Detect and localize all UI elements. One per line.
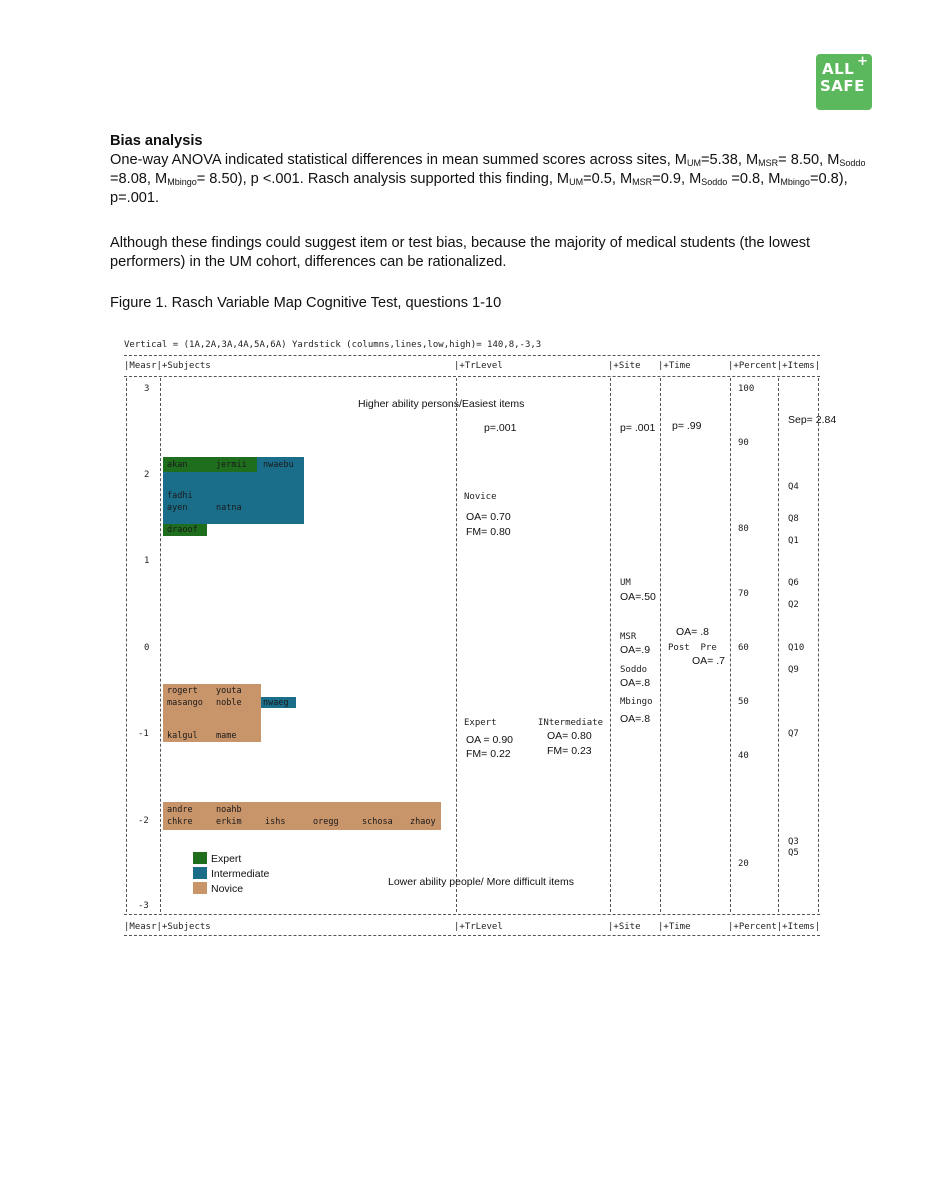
col-rule-site bbox=[610, 378, 611, 912]
site-msr: MSR bbox=[620, 632, 637, 642]
subject-schosa: schosa bbox=[362, 817, 393, 827]
item-q1: Q1 bbox=[788, 536, 799, 546]
percent-50: 50 bbox=[738, 697, 749, 707]
site-msr-oa: OA=.9 bbox=[620, 644, 651, 656]
trlevel-expert-oa: OA = 0.90 bbox=[466, 734, 513, 746]
separation: Sep= 2.84 bbox=[788, 414, 837, 426]
site-mbingo-oa: OA=.8 bbox=[620, 713, 651, 725]
time-post-oa: OA= .8 bbox=[676, 626, 709, 638]
subject-noahb: noahb bbox=[216, 805, 242, 815]
percent-100: 100 bbox=[738, 384, 755, 394]
trlevel-intermediate-oa: OA= 0.80 bbox=[547, 730, 592, 742]
subject-mame: mame bbox=[216, 731, 237, 741]
footer-trlevel: |+TrLevel bbox=[454, 922, 503, 932]
paragraph-bias: Although these findings could suggest item or test bias, because the majority of medical students (the lowest performers) in the UM cohort, differences can be rationalized. bbox=[110, 235, 811, 270]
legend-swatch-intermediate bbox=[193, 867, 207, 879]
header-trlevel: |+TrLevel bbox=[454, 361, 503, 371]
col-rule-time bbox=[660, 378, 661, 912]
annotation-higher: Higher ability persons/Easiest items bbox=[358, 398, 525, 410]
trlevel-novice-oa: OA= 0.70 bbox=[466, 511, 511, 523]
footer-site: |+Site bbox=[608, 922, 641, 932]
percent-70: 70 bbox=[738, 589, 749, 599]
item-q4: Q4 bbox=[788, 482, 799, 492]
percent-90: 90 bbox=[738, 438, 749, 448]
subject-ayen: ayen bbox=[167, 503, 188, 513]
measure-m2: -2 bbox=[138, 816, 149, 826]
site-mbingo: Mbingo bbox=[620, 697, 653, 707]
subject-youta: youta bbox=[216, 686, 242, 696]
footer-percent-items: |+Percent|+Items| bbox=[728, 922, 821, 932]
col-rule-right bbox=[818, 378, 819, 912]
item-q7: Q7 bbox=[788, 729, 799, 739]
subject-draoof: draoof bbox=[167, 525, 198, 535]
subject-kalgul: kalgul bbox=[167, 731, 198, 741]
subject-oregg: oregg bbox=[313, 817, 339, 827]
site-um-oa: OA=.50 bbox=[620, 591, 656, 603]
item-q6: Q6 bbox=[788, 578, 799, 588]
paragraph-anova: One-way ANOVA indicated statistical differences in mean summed scores across sites, $M_{UM}=5.38$, $M_{MSR}= 8.50$, $M_{Soddo} =8.08$, $M_{Mbingo}= 8.50$), p <.001. Rasch analysis supported this finding, $M_{UM}=0.5$, $M_{MSR}=0.9$, $M_{Soddo} =0.8$, $M_{Mbingo}=0.8$), p=.001. bbox=[110, 152, 866, 206]
subject-erkim: erkim bbox=[216, 817, 242, 827]
item-q5: Q5 bbox=[788, 848, 799, 858]
col-rule-measr bbox=[160, 378, 161, 912]
rule-top bbox=[124, 355, 820, 356]
annotation-lower: Lower ability people/ More difficult items bbox=[388, 876, 574, 888]
legend-intermediate: Intermediate bbox=[211, 868, 270, 880]
subject-chkre: chkre bbox=[167, 817, 193, 827]
subject-ishs: ishs bbox=[265, 817, 286, 827]
section-heading: Bias analysis bbox=[110, 133, 203, 149]
subject-zhaoy: zhaoy bbox=[410, 817, 436, 827]
legend-novice: Novice bbox=[211, 883, 244, 895]
allsafe-logo bbox=[816, 54, 872, 110]
subject-nwaebu: nwaebu bbox=[263, 460, 294, 470]
time-post-pre: Post Pre bbox=[668, 643, 717, 653]
logo-line1: ALL bbox=[822, 60, 855, 78]
block-novice-low bbox=[163, 802, 441, 830]
item-q8: Q8 bbox=[788, 514, 799, 524]
figure-caption: Figure 1. Rasch Variable Map Cognitive Test, questions 1-10 bbox=[110, 295, 502, 311]
legend-swatch-novice bbox=[193, 882, 207, 894]
legend-expert: Expert bbox=[211, 853, 242, 865]
percent-60: 60 bbox=[738, 643, 749, 653]
p-site: p= .001 bbox=[620, 422, 656, 434]
subject-natna: natna bbox=[216, 503, 242, 513]
vertical-spec: Vertical = (1A,2A,3A,4A,5A,6A) Yardstick (columns,lines,low,high)= 140,8,-3,3 bbox=[124, 340, 542, 350]
time-pre-oa: OA= .7 bbox=[692, 655, 725, 667]
site-um: UM bbox=[620, 578, 631, 588]
item-q2: Q2 bbox=[788, 600, 799, 610]
subject-jermii: jermii bbox=[216, 460, 247, 470]
footer-measr: |Measr|+Subjects bbox=[124, 922, 211, 932]
logo-plus: + bbox=[857, 54, 868, 69]
item-q10: Q10 bbox=[788, 643, 805, 653]
header-time: |+Time bbox=[658, 361, 691, 371]
subject-fadhi: fadhi bbox=[167, 491, 193, 501]
subject-rogert: rogert bbox=[167, 686, 198, 696]
subject-nwaeg: nwaeg bbox=[263, 698, 289, 708]
measure-m3: -3 bbox=[138, 901, 149, 911]
subject-noble: noble bbox=[216, 698, 242, 708]
measure-m1: -1 bbox=[138, 729, 149, 739]
header-percent-items: |+Percent|+Items| bbox=[728, 361, 821, 371]
col-rule-trlevel bbox=[456, 378, 457, 912]
measure-2: 2 bbox=[144, 470, 150, 480]
measure-0: 0 bbox=[144, 643, 150, 653]
col-rule-percent bbox=[730, 378, 731, 912]
measure-1: 1 bbox=[144, 556, 150, 566]
rule-footer-top bbox=[124, 914, 820, 915]
item-q3: Q3 bbox=[788, 837, 799, 847]
subject-masango: masango bbox=[167, 698, 203, 708]
header-site: |+Site bbox=[608, 361, 641, 371]
percent-40: 40 bbox=[738, 751, 749, 761]
rule-bottom bbox=[124, 935, 820, 936]
subject-andre: andre bbox=[167, 805, 193, 815]
trlevel-novice-label: Novice bbox=[464, 492, 497, 502]
site-soddo-oa: OA=.8 bbox=[620, 677, 651, 689]
rasch-variable-map bbox=[120, 334, 840, 954]
p-time: p= .99 bbox=[672, 420, 702, 432]
logo-line2: SAFE bbox=[820, 77, 865, 95]
legend-swatch-expert bbox=[193, 852, 207, 864]
subject-akan: akan bbox=[167, 460, 188, 470]
p-trlevel: p=.001 bbox=[484, 422, 517, 434]
trlevel-intermediate-label: INtermediate bbox=[538, 718, 604, 728]
measure-3: 3 bbox=[144, 384, 150, 394]
header-measr: |Measr|+Subjects bbox=[124, 361, 211, 371]
site-soddo: Soddo bbox=[620, 665, 648, 675]
percent-80: 80 bbox=[738, 524, 749, 534]
trlevel-intermediate-fm: FM= 0.23 bbox=[547, 745, 592, 757]
trlevel-novice-fm: FM= 0.80 bbox=[466, 526, 511, 538]
rule-header-bottom bbox=[124, 376, 820, 377]
item-q9: Q9 bbox=[788, 665, 799, 675]
col-rule-items bbox=[778, 378, 779, 912]
trlevel-expert-fm: FM= 0.22 bbox=[466, 748, 511, 760]
footer-time: |+Time bbox=[658, 922, 691, 932]
percent-20: 20 bbox=[738, 859, 749, 869]
trlevel-expert-label: Expert bbox=[464, 718, 497, 728]
col-rule-left bbox=[126, 378, 127, 912]
